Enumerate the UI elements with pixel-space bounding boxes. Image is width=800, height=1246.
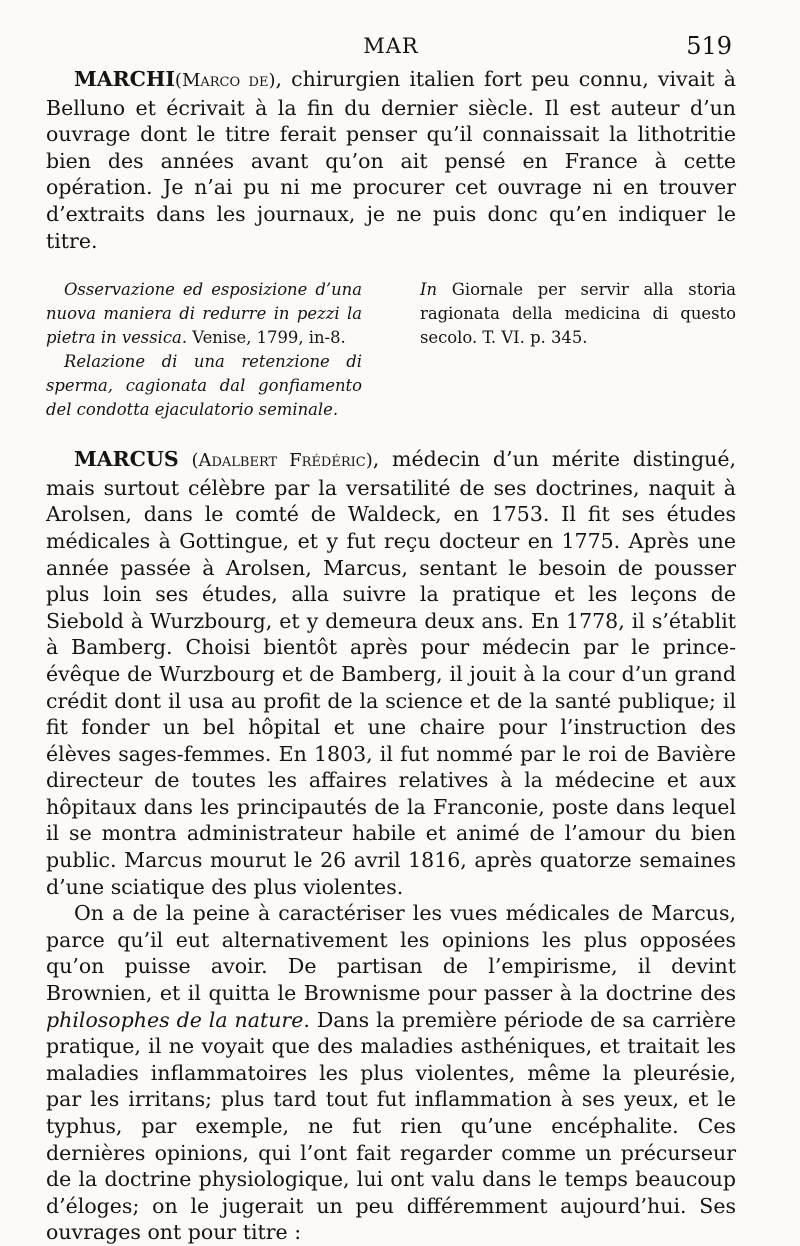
entry-given-name: (Marco de) — [174, 70, 276, 91]
entry-name: MARCHI — [74, 67, 175, 91]
marcus-paragraph-2 — [46, 900, 736, 1246]
marchi-paragraph — [46, 66, 736, 254]
entry-text: , médecin d’un mérite distingué, mais surtout célèbre par la versatilité de ses doctrines, naquit à Arolsen, dans le comté de Waldeck, en 1753. Il fit ses études médicales à Gottingue, et y fut reçu docteur en 1775. Après une année passée à Arolsen, Marcus, sentant le besoin de pousser plus loin ses études, alla suivre la pratique et les leçons de Siebold à Wurzbourg, et y demeura deux ans. En 1778, il s’établit à Bamberg. Choisi bientôt après pour médecin par le prince-évêque de Wurzbourg et de Bamberg, il jouit à la cour d’un grand crédit dont il usa au profit de la science et de la santé publique; il fit fonder un bel hôpital et une chaire pour l’instruction des élèves sages-femmes. En 1803, il fut nommé par le roi de Bavière directeur de toutes les affaires relatives à la médecine et aux hôpitaux dans les principautés de la Franconie, poste dans lequel il se montra administrateur habile et animé de l’amour du bien public. Marcus mourut le 26 avril 1816, après quatorze semaines d’une sciatique des plus violentes. — [46, 447, 736, 899]
entry-text: , chirurgien italien fort peu connu, vivait à Belluno et écrivait à la fin du dernier siècle. Il est auteur d’un ouvrage dont le titre ferait penser qu’il connaissait la lithotritie bien des années avant qu’on ait pensé en France à cette opération. Je n’ai pu ni me procurer cet ouvrage ni en trouver d’extraits dans les journaux, je ne puis donc qu’en indiquer le titre. — [46, 67, 737, 253]
running-header — [46, 30, 736, 66]
reference-2-source — [420, 278, 736, 350]
entry-marcus — [46, 446, 736, 1246]
book-page — [46, 30, 736, 1246]
reference-publication: Venise, 1799, in-8. — [187, 328, 346, 348]
running-title: MAR — [363, 34, 419, 58]
reference-in: In — [420, 280, 438, 300]
bibliography-column-left — [46, 278, 362, 422]
entry-given-name: (Adalbert Frédéric) — [191, 450, 373, 472]
paragraph-text: . Dans la première période de sa carrière pratique, il ne voyait que des maladies asthéniques, et traitait les maladies inflammatoires les plus violentes, même la pleurésie, par les irritans; plus tard tout fut inflammation à ses yeux, et le typhus, par exemple, ne fut rien qu’une encéphalite. Ces dernières opinions, qui l’ont fait regarder comme un précurseur de la doctrine physiologique, lui ont valu dans le temps beaucoup d’éloges; on le jugerait un peu différemment aujourd’hui. Ses ouvrages ont pour titre : — [46, 1007, 737, 1245]
reference-title: Relazione di una retenzione di sperma, cagionata dal gonfiamento del condotta ejaculatorio seminale. — [46, 352, 362, 420]
page-number: 519 — [686, 32, 732, 60]
reference-publication: Giornale per servir alla storia ragionata della medicina di questo secolo. T. VI. p. 345. — [420, 280, 736, 348]
entry-marchi — [46, 66, 736, 254]
marcus-paragraph-1 — [46, 446, 736, 900]
italic-phrase: philosophes de la nature — [46, 1007, 304, 1032]
reference-title: Osservazione ed esposizione d’una nuova maniera di redurre in pezzi la pietra in vessica. — [46, 280, 362, 348]
bibliography-column-right — [420, 278, 736, 422]
reference-1 — [46, 278, 362, 350]
reference-2 — [46, 350, 362, 422]
bibliography-columns — [46, 278, 736, 422]
entry-name: MARCUS — [74, 447, 179, 472]
paragraph-text: On a de la peine à caractériser les vues médicales de Marcus, parce qu’il eut alternativement les opinions les plus opposées qu’on puisse avoir. De partisan de l’empirisme, il devint Brownien, et il quitta le Brownisme pour passer à la doctrine des — [46, 901, 736, 1006]
